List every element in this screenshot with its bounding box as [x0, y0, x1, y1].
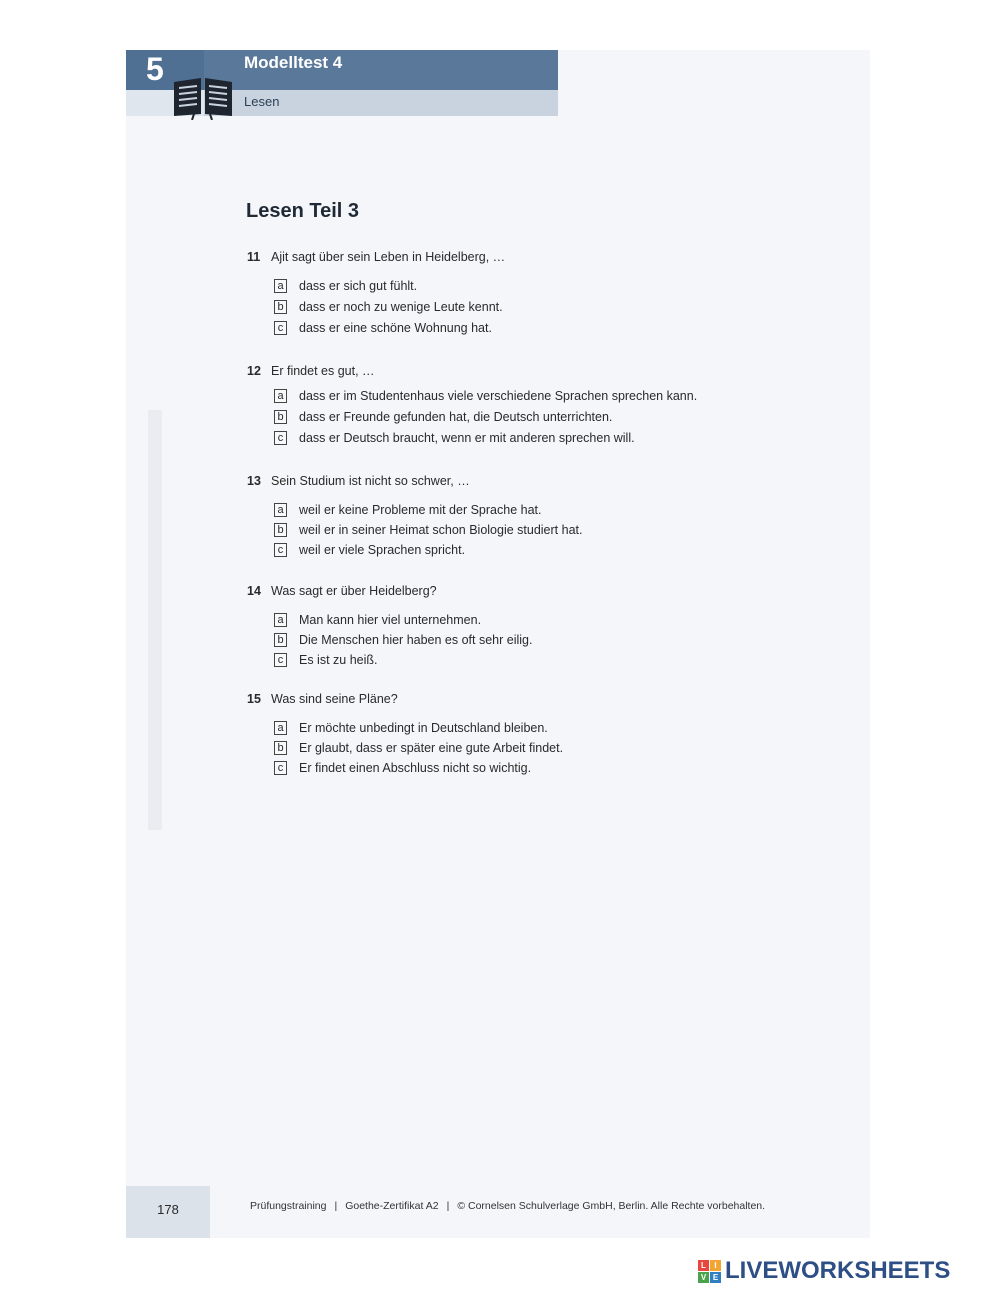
- footer-separator: |: [446, 1200, 450, 1212]
- option-text: dass er Deutsch braucht, wenn er mit anderen sprechen will.: [299, 431, 635, 445]
- logo-cell: L: [698, 1260, 709, 1271]
- option-13c[interactable]: [274, 543, 465, 557]
- option-14b[interactable]: [274, 633, 532, 647]
- footer-copyright: © Cornelsen Schulverlage GmbH, Berlin. Alle Rechte vorbehalten.: [457, 1200, 766, 1212]
- question-number: 13: [247, 474, 261, 488]
- question-13: [247, 474, 470, 488]
- option-text: Man kann hier viel unternehmen.: [299, 613, 482, 627]
- liveworksheets-logo[interactable]: [698, 1258, 950, 1284]
- answer-checkbox[interactable]: c: [274, 431, 287, 445]
- option-11b[interactable]: [274, 300, 503, 314]
- answer-checkbox[interactable]: b: [274, 410, 287, 424]
- option-text: Er möchte unbedingt in Deutschland bleiben.: [299, 721, 548, 735]
- question-14: [247, 584, 437, 598]
- option-text: Er findet einen Abschluss nicht so wichtig.: [299, 761, 532, 775]
- option-11c[interactable]: [274, 321, 492, 335]
- answer-checkbox[interactable]: b: [274, 300, 287, 314]
- option-text: dass er eine schöne Wohnung hat.: [299, 321, 492, 335]
- option-15b[interactable]: [274, 741, 563, 755]
- question-number: 14: [247, 584, 261, 598]
- question-number: 15: [247, 692, 261, 706]
- section-title: Lesen Teil 3: [246, 200, 360, 222]
- question-15: [247, 692, 398, 706]
- option-text: dass er Freunde gefunden hat, die Deutsch unterrichten.: [299, 410, 613, 424]
- question-number: 11: [247, 250, 261, 264]
- question-text: Er findet es gut, …: [271, 364, 375, 378]
- answer-checkbox[interactable]: c: [274, 653, 287, 667]
- logo-cell: I: [710, 1260, 721, 1271]
- logo-cell: V: [698, 1272, 709, 1283]
- answer-checkbox[interactable]: b: [274, 523, 287, 537]
- header-title: Modelltest 4: [244, 53, 343, 72]
- option-text: weil er keine Probleme mit der Sprache hat.: [299, 503, 542, 517]
- option-text: dass er noch zu wenige Leute kennt.: [299, 300, 503, 314]
- answer-checkbox[interactable]: c: [274, 543, 287, 557]
- option-13b[interactable]: [274, 523, 582, 537]
- option-text: Es ist zu heiß.: [299, 653, 378, 667]
- logo-cell: E: [710, 1272, 721, 1283]
- question-text: Ajit sagt über sein Leben in Heidelberg, …: [271, 250, 506, 264]
- answer-checkbox[interactable]: a: [274, 389, 287, 403]
- option-14a[interactable]: [274, 613, 481, 627]
- answer-checkbox[interactable]: a: [274, 613, 287, 627]
- answer-checkbox[interactable]: a: [274, 503, 287, 517]
- show-through-shading: [148, 410, 162, 830]
- chapter-number: 5: [126, 50, 204, 90]
- footer-credits: [250, 1200, 765, 1212]
- option-text: dass er sich gut fühlt.: [299, 279, 418, 293]
- logo-wordmark: LIVEWORKSHEETS: [725, 1257, 951, 1284]
- answer-checkbox[interactable]: b: [274, 741, 287, 755]
- question-text: Was sind seine Pläne?: [271, 692, 398, 706]
- option-15a[interactable]: [274, 721, 548, 735]
- answer-checkbox[interactable]: a: [274, 279, 287, 293]
- option-14c[interactable]: [274, 653, 378, 667]
- option-text: Die Menschen hier haben es oft sehr eilig.: [299, 633, 533, 647]
- option-text: weil er viele Sprachen spricht.: [299, 543, 466, 557]
- footer-series: Prüfungstraining: [250, 1200, 327, 1212]
- option-12a[interactable]: [274, 389, 697, 403]
- answer-checkbox[interactable]: b: [274, 633, 287, 647]
- option-text: Er glaubt, dass er später eine gute Arbeit findet.: [299, 741, 564, 755]
- footer-exam: Goethe-Zertifikat A2: [345, 1200, 439, 1212]
- option-text: weil er in seiner Heimat schon Biologie studiert hat.: [299, 523, 583, 537]
- question-11: [247, 250, 505, 264]
- option-15c[interactable]: [274, 761, 531, 775]
- option-12c[interactable]: [274, 431, 635, 445]
- question-text: Sein Studium ist nicht so schwer, …: [271, 474, 470, 488]
- answer-checkbox[interactable]: c: [274, 321, 287, 335]
- question-12: [247, 364, 375, 378]
- question-number: 12: [247, 364, 261, 378]
- footer-separator: |: [334, 1200, 338, 1212]
- option-11a[interactable]: [274, 279, 417, 293]
- logo-mark-icon: [698, 1260, 721, 1283]
- option-13a[interactable]: [274, 503, 541, 517]
- answer-checkbox[interactable]: c: [274, 761, 287, 775]
- question-text: Was sagt er über Heidelberg?: [271, 584, 437, 598]
- header-subtitle: Lesen: [244, 94, 280, 109]
- open-book-icon: [170, 74, 236, 120]
- option-text: dass er im Studentenhaus viele verschiedene Sprachen sprechen kann.: [299, 389, 698, 403]
- answer-checkbox[interactable]: a: [274, 721, 287, 735]
- page-number: 178: [126, 1186, 210, 1238]
- option-12b[interactable]: [274, 410, 612, 424]
